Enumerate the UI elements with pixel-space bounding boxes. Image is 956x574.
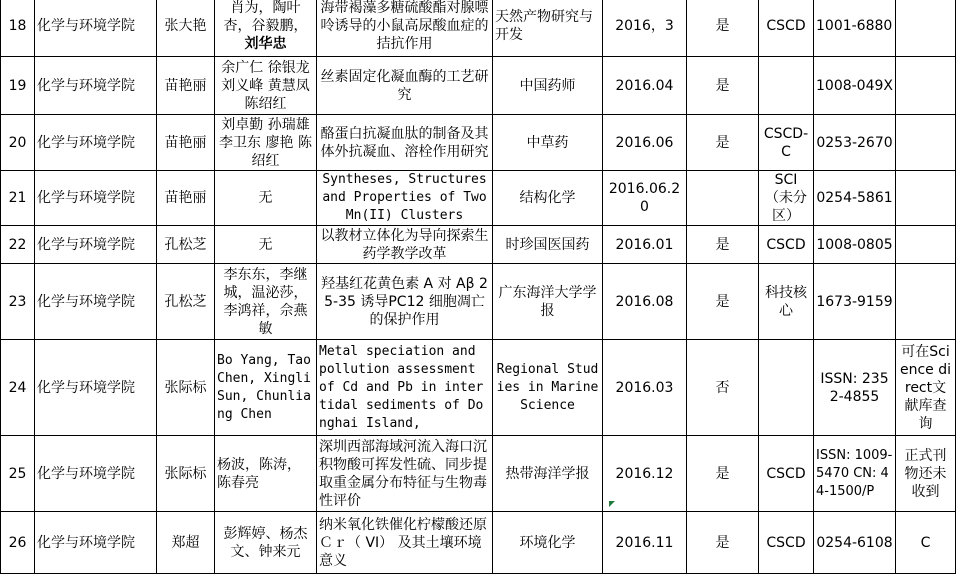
college-cell: 化学与环境学院: [35, 512, 157, 574]
paper-title-cell: 纳米氧化铁催化柠檬酸还原 Ｃｒ（ VI） 及其土壤环境意义: [317, 512, 493, 574]
journal-cell: 结构化学: [493, 171, 603, 226]
journal-cell: 热带海洋学报: [493, 436, 603, 512]
row-number: 22: [1, 226, 35, 264]
college-cell: 化学与环境学院: [35, 264, 157, 340]
index-level-cell: CSCD: [759, 512, 814, 574]
row-number: 18: [1, 0, 35, 57]
teacher-name-cell: 孔松芝: [157, 226, 215, 264]
authors-cell: 无: [215, 226, 317, 264]
paper-title-cell: 深圳西部海域河流入海口沉积物酸可挥发性硫、同步提取重金属分布特征与生物毒性评价: [317, 436, 493, 512]
teacher-name-cell: 张际标: [157, 436, 215, 512]
teacher-name-cell: 郑超: [157, 512, 215, 574]
note-cell: 可在Science direct文献库查询: [896, 340, 956, 436]
college-cell: 化学与环境学院: [35, 226, 157, 264]
row-number: 19: [1, 57, 35, 115]
index-level-cell: CSCD-C: [759, 115, 814, 171]
indexed-flag-cell: 是: [687, 226, 759, 264]
note-cell: [896, 226, 956, 264]
teacher-name-cell: 苗艳丽: [157, 57, 215, 115]
journal-cell: 中国药师: [493, 57, 603, 115]
index-level-cell: 科技核心: [759, 264, 814, 340]
authors-cell: 杨波，陈涛，陈春亮: [215, 436, 317, 512]
table-row[interactable]: [1, 264, 956, 340]
index-level-cell: CSCD: [759, 226, 814, 264]
authors-cell: 无: [215, 171, 317, 226]
journal-cell: Regional Studies in Marine Science: [493, 340, 603, 436]
indexed-flag-cell: 是: [687, 115, 759, 171]
index-level-cell: CSCD: [759, 436, 814, 512]
table-row[interactable]: [1, 436, 956, 512]
issn-cell: 0254-5861: [814, 171, 896, 226]
note-cell: [896, 115, 956, 171]
college-cell: 化学与环境学院: [35, 340, 157, 436]
row-number: 21: [1, 171, 35, 226]
journal-cell: 广东海洋大学学报: [493, 264, 603, 340]
indexed-flag-cell: 是: [687, 0, 759, 57]
issn-cell: ISSN: 2352-4855: [814, 340, 896, 436]
journal-cell: 中草药: [493, 115, 603, 171]
teacher-name-cell: 孔松芝: [157, 264, 215, 340]
college-cell: 化学与环境学院: [35, 0, 157, 57]
note-cell: [896, 171, 956, 226]
authors-cell: Bo Yang, Tao Chen, Xingli Sun, Chunliang Chen: [215, 340, 317, 436]
indexed-flag-cell: [687, 171, 759, 226]
cell-comment-indicator-icon: [609, 501, 615, 507]
table-row[interactable]: [1, 226, 956, 264]
index-level-cell: [759, 340, 814, 436]
row-number: 20: [1, 115, 35, 171]
indexed-flag-cell: 是: [687, 264, 759, 340]
table-row[interactable]: [1, 171, 956, 226]
issn-cell: 1008-049X: [814, 57, 896, 115]
college-cell: 化学与环境学院: [35, 436, 157, 512]
teacher-name-cell: 苗艳丽: [157, 171, 215, 226]
authors-cell: 余广仁 徐银龙 刘义峰 黄慧凤 陈绍红: [215, 57, 317, 115]
publish-date-cell: 2016.12: [603, 436, 687, 512]
publish-date-cell: 2016.03: [603, 340, 687, 436]
paper-title-cell: 以教材立体化为导向探索生药学教学改革: [317, 226, 493, 264]
publish-date-cell: 2016.06.20: [603, 171, 687, 226]
publish-date-cell: 2016，3: [603, 0, 687, 57]
journal-cell: 天然产物研究与开发: [493, 0, 603, 57]
paper-title-cell: Syntheses, Structures and Properties of Two Mn(II) Clusters: [317, 171, 493, 226]
row-number: 25: [1, 436, 35, 512]
row-number: 24: [1, 340, 35, 436]
authors-cell: [215, 0, 317, 57]
authors-cell: 彭辉婷、杨杰文、钟来元: [215, 512, 317, 574]
authors-bold-text: 刘华忠: [244, 35, 287, 52]
issn-cell: 1001-6880: [814, 0, 896, 57]
indexed-flag-cell: 是: [687, 57, 759, 115]
table-row[interactable]: [1, 0, 956, 57]
college-cell: 化学与环境学院: [35, 115, 157, 171]
journal-cell: 环境化学: [493, 512, 603, 574]
note-cell: [896, 0, 956, 57]
college-cell: 化学与环境学院: [35, 57, 157, 115]
teacher-name-cell: 张大艳: [157, 0, 215, 57]
issn-cell: 1673-9159: [814, 264, 896, 340]
index-level-cell: [759, 57, 814, 115]
paper-title-cell: Metal speciation and pollution assessment of Cd and Pb in intertidal sediments of Donghai Island,: [317, 340, 493, 436]
paper-title-cell: 羟基红花黄色素 A 对 Aβ 25-35 诱导PC12 细胞凋亡的保护作用: [317, 264, 493, 340]
issn-cell: 0254-6108: [814, 512, 896, 574]
table-row[interactable]: [1, 512, 956, 574]
row-number: 26: [1, 512, 35, 574]
row-number: 23: [1, 264, 35, 340]
publish-date-cell: 2016.08: [603, 264, 687, 340]
authors-cell: 李东东，李继城，温泌莎，李鸿祥，佘燕敏: [215, 264, 317, 340]
journal-cell: 时珍国医国药: [493, 226, 603, 264]
paper-title-cell: 海带褐藻多糖硫酸酯对腺嘌呤诱导的小鼠高尿酸血症的拮抗作用: [317, 0, 493, 57]
teacher-name-cell: 苗艳丽: [157, 115, 215, 171]
table-row[interactable]: [1, 340, 956, 436]
paper-title-cell: 酪蛋白抗凝血肽的制备及其体外抗凝血、溶栓作用研究: [317, 115, 493, 171]
note-cell: [896, 57, 956, 115]
index-level-cell: SCI（未分区）: [759, 171, 814, 226]
publish-date-cell: 2016.01: [603, 226, 687, 264]
paper-title-cell: 丝素固定化凝血酶的工艺研究: [317, 57, 493, 115]
note-cell: 正式刊物还未收到: [896, 436, 956, 512]
publish-date-cell: 2016.04: [603, 57, 687, 115]
college-cell: 化学与环境学院: [35, 171, 157, 226]
indexed-flag-cell: 是: [687, 436, 759, 512]
issn-cell: 0253-2670: [814, 115, 896, 171]
note-cell: C: [896, 512, 956, 574]
indexed-flag-cell: 否: [687, 340, 759, 436]
index-level-cell: CSCD: [759, 0, 814, 57]
indexed-flag-cell: 是: [687, 512, 759, 574]
note-cell: [896, 264, 956, 340]
publish-date-cell: 2016.11: [603, 512, 687, 574]
issn-cell: 1008-0805: [814, 226, 896, 264]
authors-cell: 刘卓勤 孙瑞雄 李卫东 廖艳 陈绍红: [215, 115, 317, 171]
authors-text: 肖为，陶叶杏，谷毅鹏，: [223, 0, 308, 34]
table-row[interactable]: [1, 57, 956, 115]
issn-cell: ISSN: 1009-5470 CN: 44-1500/P: [814, 436, 896, 512]
teacher-name-cell: 张际标: [157, 340, 215, 436]
publish-date-cell: 2016.06: [603, 115, 687, 171]
table-row[interactable]: [1, 115, 956, 171]
